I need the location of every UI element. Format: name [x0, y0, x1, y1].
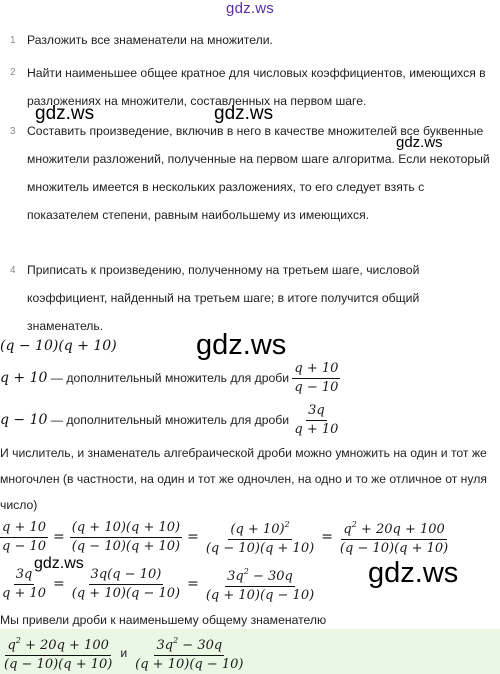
watermark: gdz.ws: [35, 103, 95, 124]
denominator: (q + 10)(q − 10): [135, 657, 244, 672]
equals-sign: =: [187, 529, 199, 545]
final-fractions: [2, 632, 246, 674]
numerator-part: q: [7, 638, 16, 653]
numerator: 3q: [306, 404, 327, 421]
numerator: [5, 634, 110, 656]
watermark: gdz.ws: [396, 134, 443, 151]
exponent: 2: [173, 636, 179, 645]
step-1: [0, 28, 500, 52]
denominator: (q − 10)(q + 10): [4, 657, 113, 672]
denominator: q − 10: [294, 379, 339, 395]
step-4: [0, 256, 500, 336]
exponent: 2: [351, 520, 357, 529]
numerator: q + 10: [0, 521, 48, 538]
numerator: 3q(q − 10): [89, 568, 164, 585]
denominator: q − 10: [2, 538, 47, 554]
numerator: q + 10: [292, 362, 340, 379]
numerator-part: − 30q: [248, 569, 293, 584]
numerator-part: + 20q + 100: [20, 638, 109, 653]
fraction: [2, 634, 114, 672]
numerator-base: (q + 10): [230, 522, 285, 537]
multiplier-line-1: [0, 356, 340, 400]
fraction: [0, 521, 48, 554]
step-text: Найти наименьшее общее кратное для числовых коэффициентов, имеющихся в разложениях на множители, составленных на первом шаге.: [27, 66, 486, 108]
denominator: (q + 10)(q − 10): [205, 588, 315, 603]
multiplier-caption: — дополнительный множитель для дроби: [47, 413, 293, 427]
watermark-top: gdz.ws: [226, 0, 274, 17]
exponent: 2: [15, 636, 21, 645]
conjunction: и: [120, 646, 128, 660]
numerator: [154, 634, 224, 656]
watermark: gdz.ws: [196, 329, 287, 361]
fraction: [204, 518, 316, 556]
numerator-part: − 30q: [178, 638, 223, 653]
denominator: q + 10: [2, 585, 47, 601]
denominator: (q + 10)(q − 10): [71, 585, 181, 601]
numerator-part: 3q: [227, 569, 244, 584]
equation-1: [0, 515, 450, 559]
step-number: 4: [10, 265, 16, 276]
rule-paragraph: И числитель, и знаменатель алгебраической дроби можно умножить на один и тот же многочлен (в частности, на один и тот же одночлен, на одно и то же отличное от нуля число): [0, 446, 487, 512]
fraction: [70, 568, 182, 601]
fraction: [292, 404, 340, 437]
step-number: 1: [10, 35, 16, 46]
numerator-part: 3q: [156, 638, 174, 653]
fraction: [338, 518, 450, 556]
numerator-part: + 20q + 100: [356, 522, 445, 537]
denominator: (q − 10)(q + 10): [339, 541, 449, 556]
equals-sign: =: [187, 576, 199, 592]
watermark: gdz.ws: [214, 103, 274, 124]
numerator: [228, 518, 291, 540]
multiplier-line-2: [0, 398, 340, 442]
fraction: [70, 521, 182, 554]
step-text: Разложить все знаменатели на множители.: [27, 33, 273, 47]
numerator-part: q: [343, 522, 352, 537]
denominator: (q − 10)(q + 10): [205, 541, 315, 556]
numerator: [225, 565, 295, 587]
numerator: 3q: [14, 568, 35, 585]
fraction: [292, 362, 340, 395]
numerator: (q + 10)(q + 10): [70, 521, 182, 538]
multiplier-caption: — дополнительный множитель для дроби: [47, 371, 293, 385]
watermark: gdz.ws: [368, 557, 459, 589]
step-text: Приписать к произведению, полученному на третьем шаге, числовой коэффициент, найденный на третьем шаге; в итоге получится общий знаменатель.: [27, 263, 420, 333]
equals-sign: =: [53, 576, 65, 592]
equals-sign: =: [321, 529, 333, 545]
watermark: gdz.ws: [34, 555, 84, 572]
numerator: [341, 518, 446, 540]
step-number: 2: [10, 67, 16, 78]
exponent: 2: [243, 567, 249, 576]
multiplier-expression: q + 10: [0, 370, 48, 386]
step-text: Составить произведение, включив в него в качестве множителей все буквенные множители разложений, полученные на первом шаге алгоритма. Если некоторый множитель имеется в нескольких разложениях, то его следует взять с показателем степени, равным наибольшему из имеющихся.: [27, 124, 490, 222]
common-denominator: (q − 10)(q + 10): [0, 338, 117, 354]
conclusion-text: Мы привели дроби к наименьшему общему знаменателю: [0, 613, 327, 627]
exponent: 2: [284, 520, 290, 529]
denominator: (q − 10)(q + 10): [71, 538, 181, 554]
fraction: [133, 634, 245, 672]
step-number: 3: [10, 126, 16, 137]
fraction: [204, 565, 316, 603]
denominator: q + 10: [294, 421, 339, 437]
multiplier-expression: q − 10: [0, 412, 48, 428]
equals-sign: =: [53, 529, 65, 545]
